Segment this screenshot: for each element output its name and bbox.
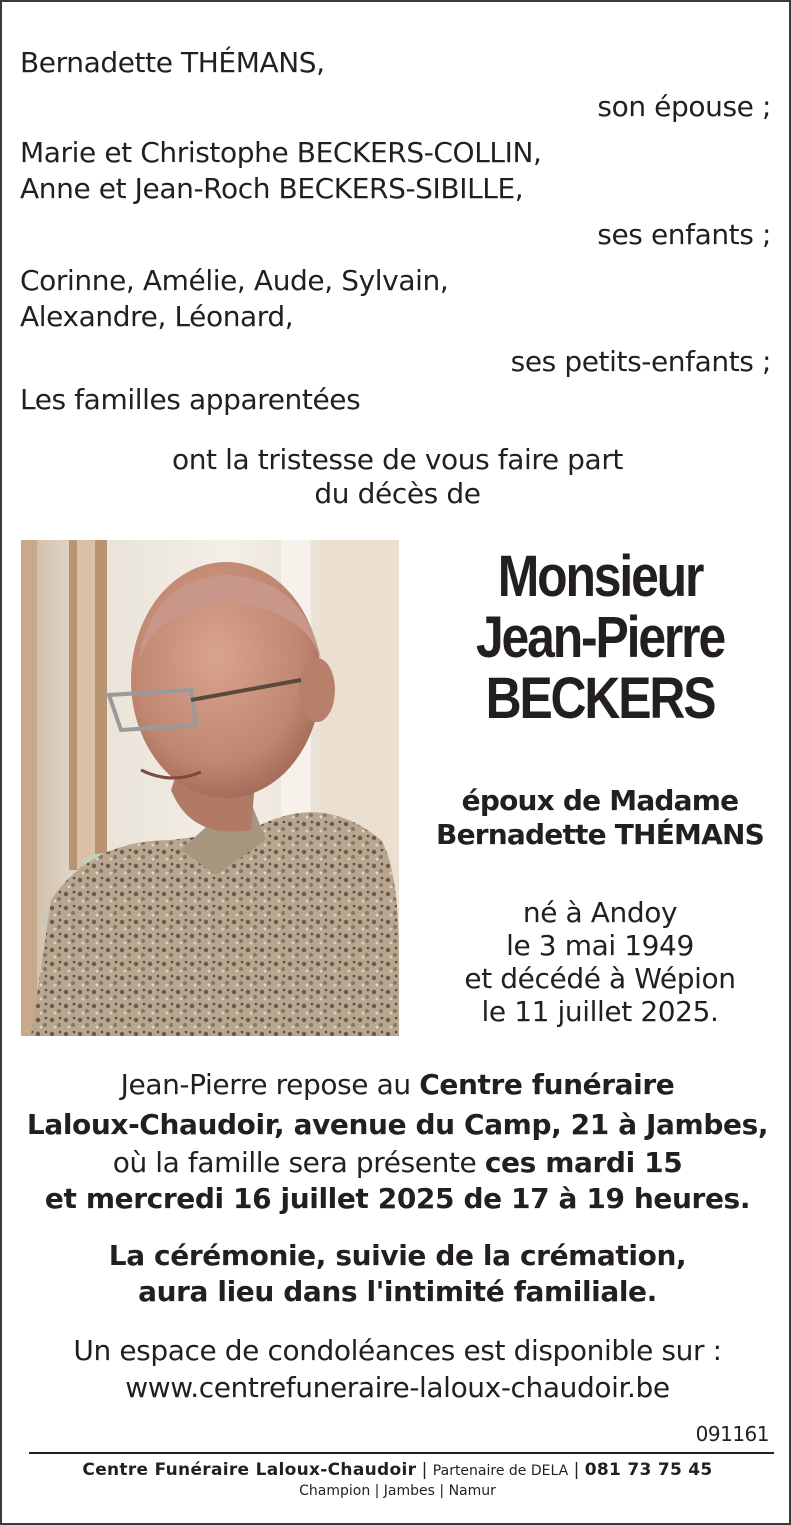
deceased-last-name: BECKERS — [485, 666, 715, 731]
spouse-line-1: époux de Madame — [461, 784, 739, 817]
footer-company-name: Centre Funéraire Laloux-Chaudoir — [82, 1460, 417, 1480]
family-line-child-1: Marie et Christophe BECKERS-COLLIN, — [20, 136, 542, 169]
death-place: et décédé à Wépion — [464, 962, 736, 995]
deceased-name-block — [407, 546, 791, 729]
footer-separator-2: | — [568, 1460, 585, 1480]
family-line-child-2: Anne et Jean-Roch BECKERS-SIBILLE, — [20, 172, 524, 205]
visitation-line-1 — [2, 1068, 791, 1102]
family-line-grandchildren-role: ses petits-enfants ; — [510, 345, 771, 378]
family-line-grandchildren-2: Alexandre, Léonard, — [20, 300, 294, 333]
deceased-title: Monsieur — [497, 544, 703, 609]
footer-company-line — [2, 1459, 791, 1482]
birth-place: né à Andoy — [522, 896, 678, 929]
portrait-illustration — [21, 540, 399, 1036]
family-line-grandchildren-1: Corinne, Amélie, Aude, Sylvain, — [20, 264, 449, 297]
deceased-first-name: Jean-Pierre — [475, 605, 725, 670]
birth-death-block — [407, 896, 791, 1028]
footer-phone: 081 73 75 45 — [584, 1460, 713, 1480]
deceased-portrait-photo — [21, 540, 399, 1036]
visitation-line-4: et mercredi 16 juillet 2025 de 17 à 19 heures. — [44, 1182, 751, 1215]
visitation-line-3 — [2, 1146, 791, 1180]
visitation-line-3-bold: ces mardi 15 — [484, 1146, 683, 1179]
family-line-wife-name: Bernadette THÉMANS, — [20, 46, 325, 79]
condolences-url-link[interactable]: www.centrefuneraire-laloux-chaudoir.be — [125, 1371, 670, 1404]
spouse-block — [407, 784, 791, 852]
condolences-line: Un espace de condoléances est disponible sur : — [73, 1334, 722, 1367]
reference-number: 091161 — [695, 1422, 769, 1446]
visitation-line-1-normal: Jean-Pierre repose au — [120, 1068, 420, 1101]
visitation-line-3-normal: où la famille sera présente — [112, 1146, 485, 1179]
intro-line-1: ont la tristesse de vous faire part — [171, 443, 624, 476]
visitation-line-1-bold: Centre funéraire — [419, 1068, 675, 1101]
footer-locations: Champion | Jambes | Namur — [299, 1483, 496, 1499]
intro-line-2: du décès de — [314, 477, 481, 510]
family-line-children-role: ses enfants ; — [597, 218, 771, 251]
death-date: le 11 juillet 2025. — [481, 995, 719, 1028]
footer-divider — [29, 1452, 774, 1454]
spouse-line-2: Bernadette THÉMANS — [436, 818, 764, 851]
footer-separator-1: | — [416, 1460, 433, 1480]
family-line-relatives: Les familles apparentées — [20, 383, 361, 416]
visitation-line-2: Laloux-Chaudoir, avenue du Camp, 21 à Jambes, — [26, 1108, 769, 1141]
family-line-wife-role: son épouse ; — [597, 90, 771, 123]
birth-date: le 3 mai 1949 — [506, 929, 694, 962]
ceremony-line-1: La cérémonie, suivie de la crémation, — [108, 1239, 687, 1272]
footer-partner: Partenaire de DELA — [432, 1463, 569, 1479]
ceremony-line-2: aura lieu dans l'intimité familiale. — [138, 1275, 657, 1308]
